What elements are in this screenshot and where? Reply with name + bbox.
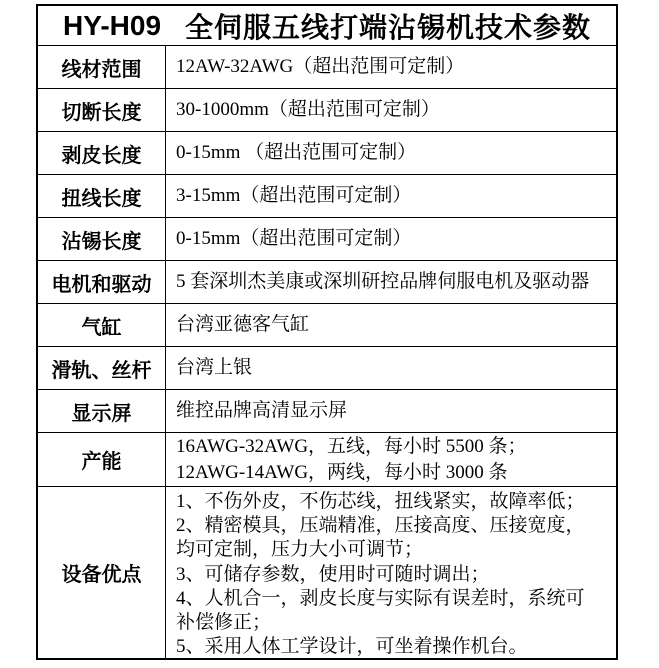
row-value: 台湾亚德客气缸 xyxy=(176,314,310,335)
row-value: 3-15mm（超出范围可定制） xyxy=(176,185,412,206)
table-row xyxy=(38,131,616,174)
table-row-advantages xyxy=(38,486,616,658)
row-label: 设备优点 xyxy=(38,487,166,658)
model-number: HY-H09 xyxy=(62,9,162,41)
row-label: 线材范围 xyxy=(38,46,166,88)
advantage-item: 1、不伤外皮，不伤芯线，扭线紧实，故障率低； xyxy=(176,491,585,512)
capacity-line: 12AWG-14AWG，两线，每小时 3000 条 xyxy=(176,461,508,483)
table-row xyxy=(38,174,616,217)
page-title: 全伺服五线打端沾锡机技术参数 xyxy=(185,11,592,43)
row-label: 气缸 xyxy=(38,304,166,346)
table-row xyxy=(38,217,616,260)
row-label: 滑轨、丝杆 xyxy=(38,347,166,389)
table-row xyxy=(38,346,616,389)
advantage-item: 3、可储存参数，使用时可随时调出； xyxy=(176,563,490,585)
row-value: 12AW-32AWG（超出范围可定制） xyxy=(176,56,465,77)
row-value: 台湾上银 xyxy=(176,357,253,378)
table-row-capacity xyxy=(38,432,616,486)
capacity-line: 16AWG-32AWG，五线，每小时 5500 条； xyxy=(176,435,527,457)
table-row xyxy=(38,260,616,303)
row-value: 维控品牌高清显示屏 xyxy=(176,400,348,421)
row-value: 5 套深圳杰美康或深圳研控品牌伺服电机及驱动器 xyxy=(176,271,590,292)
row-label: 扭线长度 xyxy=(38,175,166,217)
row-label: 产能 xyxy=(38,433,166,486)
table-row xyxy=(38,389,616,432)
spec-table xyxy=(36,4,618,660)
row-label: 电机和驱动 xyxy=(38,261,166,303)
row-value: 30-1000mm（超出范围可定制） xyxy=(176,99,440,120)
row-label: 剥皮长度 xyxy=(38,132,166,174)
row-label: 显示屏 xyxy=(38,390,166,432)
table-row xyxy=(38,45,616,88)
table-row xyxy=(38,303,616,346)
advantage-item: 5、采用人体工学设计，可坐着操作机台。 xyxy=(176,636,528,658)
row-label: 切断长度 xyxy=(38,89,166,131)
advantage-item: 2、精密模具，压端精准，压接高度、压接宽度，均可定制，压力大小可调节； xyxy=(176,515,585,561)
table-row xyxy=(38,88,616,131)
advantage-item: 4、人机合一，剥皮长度与实际有误差时，系统可补偿修正； xyxy=(176,587,585,634)
row-value: 0-15mm（超出范围可定制） xyxy=(176,228,412,249)
row-label: 沾锡长度 xyxy=(38,218,166,260)
table-header xyxy=(38,6,616,45)
row-value: 0-15mm （超出范围可定制） xyxy=(176,142,417,163)
